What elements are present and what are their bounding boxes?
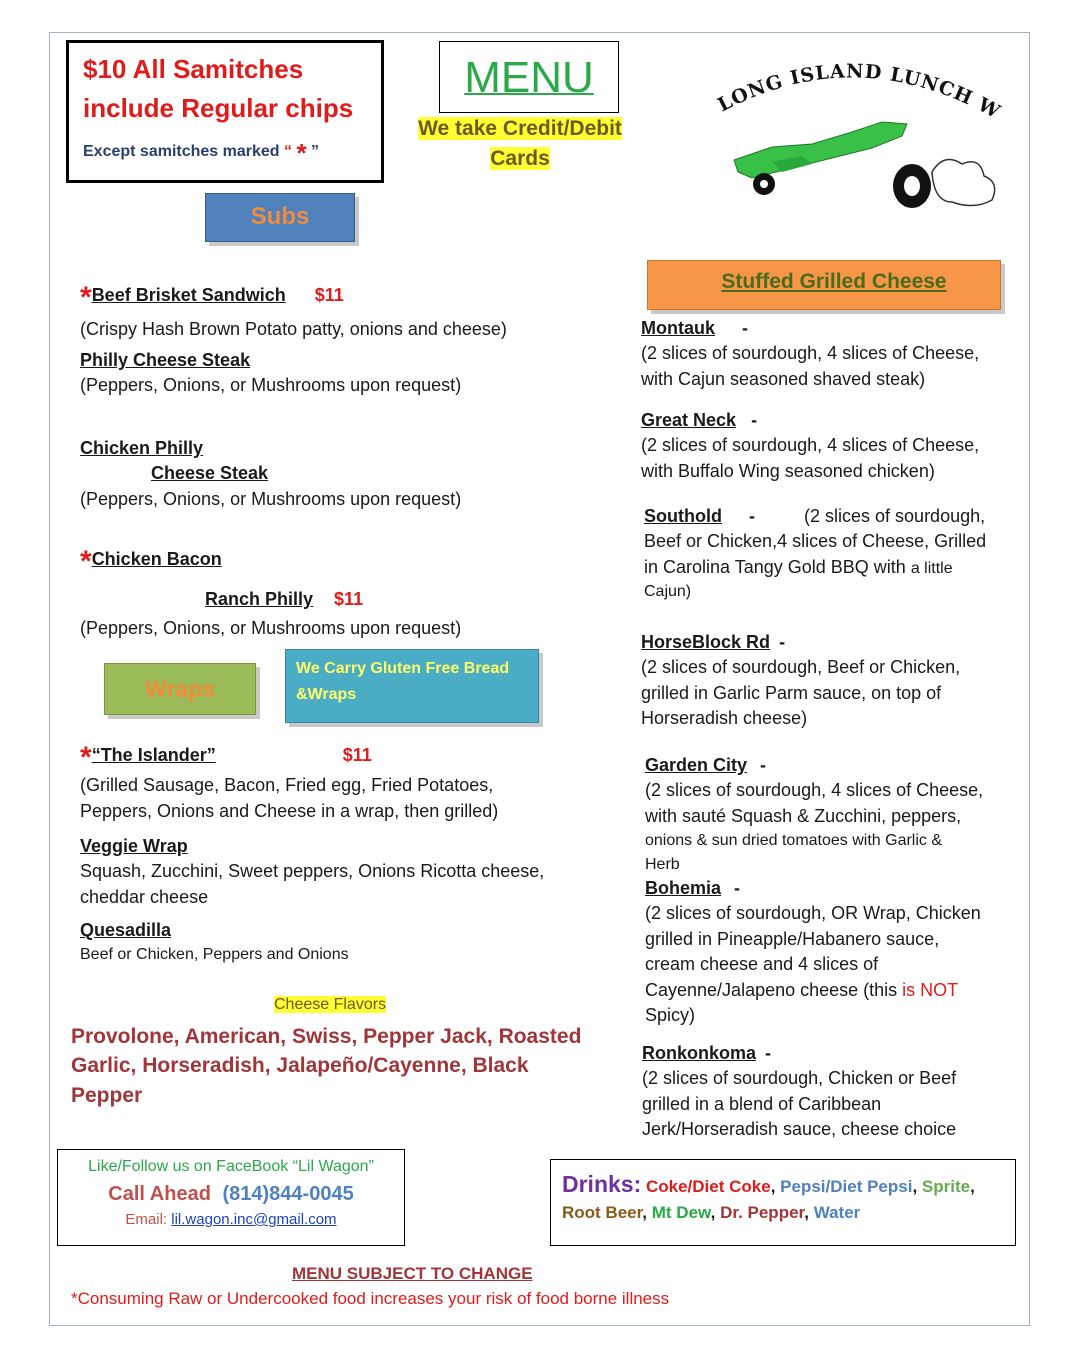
stuffed-item-name: Great Neck bbox=[641, 410, 737, 430]
sub-item-ranch-philly bbox=[205, 587, 363, 612]
drink-separator: , bbox=[710, 1203, 716, 1222]
subs-section-text: Subs bbox=[250, 203, 310, 230]
stuffed-item-name: HorseBlock Rd bbox=[641, 632, 771, 652]
stuffed-item-desc-small: a little bbox=[910, 560, 953, 577]
email-line bbox=[57, 1210, 405, 1230]
not-spicy-note: is NOT bbox=[902, 980, 959, 1000]
sub-item-price: $11 bbox=[334, 589, 364, 609]
star-marker: * bbox=[80, 741, 92, 774]
promo-open-quote: “ bbox=[284, 143, 292, 160]
stuffed-item-dash: - bbox=[751, 410, 758, 430]
stuffed-item-garden-city bbox=[645, 753, 766, 778]
menu-subject-to-change: MENU SUBJECT TO CHANGE bbox=[292, 1264, 533, 1283]
drink-separator: , bbox=[912, 1177, 918, 1196]
call-ahead-label: Call Ahead bbox=[108, 1183, 211, 1205]
stuffed-item-dash: - bbox=[749, 506, 755, 526]
stuffed-item-desc: in Carolina Tangy Gold BBQ with bbox=[644, 557, 911, 577]
stuffed-item-desc: onions & sun dried tomatoes with Garlic & bbox=[645, 832, 943, 849]
cheese-flavors-line-3: Pepper bbox=[71, 1084, 143, 1107]
stuffed-item-name: Ronkonkoma bbox=[642, 1043, 757, 1063]
drink-separator: , bbox=[770, 1177, 776, 1196]
cheese-flavors-heading-text: Cheese Flavors bbox=[274, 996, 387, 1013]
stuffed-item-desc-line bbox=[644, 555, 953, 581]
stuffed-item-bohemia bbox=[645, 876, 740, 901]
promo-except-text: Except samitches marked bbox=[83, 143, 280, 160]
credit-line-2-text: Cards bbox=[490, 147, 550, 170]
stuffed-item-desc: with Buffalo Wing seasoned chicken) bbox=[641, 461, 935, 481]
stuffed-item-desc: Herb bbox=[645, 856, 680, 870]
stuffed-item-desc-inline: (2 slices of sourdough, bbox=[804, 506, 986, 526]
wrap-item-desc: cheddar cheese bbox=[80, 887, 209, 907]
stuffed-item-desc: Spicy) bbox=[645, 1005, 696, 1025]
wrap-item-name: “The Islander” bbox=[91, 745, 216, 765]
stuffed-item-montauk bbox=[641, 316, 748, 341]
stuffed-item-ronkonkoma bbox=[642, 1041, 771, 1066]
stuffed-item-great-neck bbox=[641, 408, 757, 433]
star-marker: * bbox=[80, 545, 92, 578]
stuffed-item-desc: Horseradish cheese) bbox=[641, 708, 808, 728]
wrap-item-quesadilla: Quesadilla bbox=[80, 920, 172, 940]
email-label: Email: bbox=[125, 1211, 172, 1228]
stuffed-item-desc: (2 slices of sourdough, 4 slices of Cheese, bbox=[641, 343, 980, 363]
stuffed-item-desc: (2 slices of sourdough, Beef or Chicken, bbox=[641, 657, 961, 677]
logo bbox=[712, 52, 1002, 212]
stuffed-item-dash: - bbox=[760, 755, 767, 775]
wrap-item-desc: Beef or Chicken, Peppers and Onions bbox=[80, 946, 349, 963]
drink-item: Dr. Pepper bbox=[720, 1203, 805, 1222]
stuffed-item-name: Garden City bbox=[645, 755, 748, 775]
stuffed-item-desc-clipped bbox=[645, 854, 680, 870]
sub-item-philly-cheese-steak: Philly Cheese Steak bbox=[80, 350, 251, 370]
drink-separator: , bbox=[642, 1203, 648, 1222]
promo-except bbox=[83, 138, 320, 168]
sub-item-chicken-philly-line2: Cheese Steak bbox=[151, 463, 269, 483]
stuffed-item-dash: - bbox=[734, 878, 741, 898]
stuffed-item-desc: cream cheese and 4 slices of bbox=[645, 954, 879, 974]
phone-number[interactable]: (814)844-0045 bbox=[222, 1183, 354, 1205]
stuffed-item-desc: with sauté Squash & Zucchini, peppers, bbox=[645, 806, 962, 826]
stuffed-item-name: Southold bbox=[644, 506, 722, 526]
stuffed-item-desc: (2 slices of sourdough, OR Wrap, Chicken bbox=[645, 903, 981, 923]
wrap-item-desc: Peppers, Onions and Cheese in a wrap, then grilled) bbox=[80, 801, 499, 821]
stuffed-item-desc: Beef or Chicken,4 slices of Cheese, Grilled bbox=[644, 531, 987, 551]
sub-item-chicken-philly: Chicken Philly bbox=[80, 438, 204, 458]
promo-star: * bbox=[296, 138, 307, 168]
stuffed-item-desc: grilled in a blend of Caribbean bbox=[642, 1094, 882, 1114]
drinks-label: Drinks: bbox=[562, 1171, 642, 1197]
sub-item-name: Beef Brisket Sandwich bbox=[91, 285, 286, 305]
stuffed-item-desc-line bbox=[645, 978, 958, 1003]
sub-item-name-line2: Ranch Philly bbox=[205, 589, 314, 609]
cheese-flavors-line-2: Garlic, Horseradish, Jalapeño/Cayenne, Black bbox=[71, 1054, 529, 1077]
stuffed-item-desc: grilled in Pineapple/Habanero sauce, bbox=[645, 929, 940, 949]
wraps-section-text: Wraps bbox=[145, 676, 215, 702]
cheese-flavors-heading bbox=[274, 994, 386, 1016]
drinks-line-2 bbox=[562, 1201, 860, 1225]
wrap-item-price: $11 bbox=[342, 745, 372, 765]
sub-item-chicken-bacon bbox=[80, 545, 222, 578]
email-link[interactable]: lil.wagon.inc@gmail.com bbox=[171, 1211, 337, 1228]
promo-close-quote: ” bbox=[311, 143, 320, 160]
stuffed-item-dash: - bbox=[742, 318, 749, 338]
sub-item-desc: (Peppers, Onions, or Mushrooms upon request) bbox=[80, 618, 462, 638]
logo-text: LONG ISLAND LUNCH W bbox=[714, 60, 1002, 123]
sub-item-price: $11 bbox=[314, 285, 344, 305]
credit-line-2 bbox=[411, 144, 629, 174]
stuffed-item-horseblock bbox=[641, 630, 785, 655]
sub-item-desc: (Crispy Hash Brown Potato patty, onions and cheese) bbox=[80, 319, 507, 339]
sub-item-beef-brisket bbox=[80, 281, 344, 314]
svg-text:LONG ISLAND LUNCH WAGON bbox=[712, 52, 1002, 123]
stuffed-item-desc: Jerk/Horseradish sauce, cheese choice bbox=[642, 1119, 957, 1139]
gluten-free-text: We Carry Gluten Free Bread &Wraps bbox=[296, 660, 510, 703]
drink-item: Pepsi/Diet Pepsi bbox=[780, 1177, 913, 1196]
wrap-item-desc: Squash, Zucchini, Sweet peppers, Onions Ricotta cheese, bbox=[80, 861, 545, 881]
stuffed-item-desc: (2 slices of sourdough, 4 slices of Cheese, bbox=[641, 435, 980, 455]
star-marker: * bbox=[80, 281, 92, 314]
drink-item: Root Beer bbox=[562, 1203, 643, 1222]
menu-title: MENU bbox=[464, 53, 594, 102]
call-ahead-line bbox=[57, 1180, 405, 1208]
stuffed-item-dash: - bbox=[779, 632, 786, 652]
stuffed-item-desc: Cayenne/Jalapeno cheese (this bbox=[645, 980, 903, 1000]
promo-line-1: $10 All Samitches bbox=[83, 54, 304, 84]
wrap-item-desc: (Grilled Sausage, Bacon, Fried egg, Fried Potatoes, bbox=[80, 775, 494, 795]
sub-item-desc: (Peppers, Onions, or Mushrooms upon request) bbox=[80, 489, 462, 509]
drinks-line-1 bbox=[562, 1169, 975, 1202]
stuffed-item-desc: grilled in Garlic Parm sauce, on top of bbox=[641, 683, 942, 703]
stuffed-item-name: Montauk bbox=[641, 318, 715, 338]
credit-line-1-text: We take Credit/Debit bbox=[418, 117, 622, 140]
drink-item: Sprite bbox=[921, 1177, 971, 1196]
cheese-flavors-line-1: Provolone, American, Swiss, Pepper Jack, Roasted bbox=[71, 1025, 582, 1048]
stuffed-item-dash: - bbox=[765, 1043, 772, 1063]
drink-item: Coke/Diet Coke bbox=[645, 1177, 771, 1196]
stuffed-item-name: Bohemia bbox=[645, 878, 722, 898]
drink-separator: , bbox=[804, 1203, 809, 1222]
promo-line-2: include Regular chips bbox=[83, 93, 354, 123]
stuffed-item-desc: with Cajun seasoned shaved steak) bbox=[641, 369, 926, 389]
sub-item-name: Chicken Bacon bbox=[91, 549, 222, 569]
facebook-line[interactable]: Like/Follow us on FaceBook “Lil Wagon” bbox=[88, 1158, 374, 1175]
stuffed-item-desc: (2 slices of sourdough, Chicken or Beef bbox=[642, 1068, 957, 1088]
lunch-wagon-logo-icon bbox=[712, 52, 1002, 212]
wrap-item-veggie: Veggie Wrap bbox=[80, 836, 188, 856]
stuffed-item-southold bbox=[644, 504, 985, 529]
wrap-item-islander bbox=[80, 741, 372, 774]
drink-separator: , bbox=[970, 1177, 975, 1196]
stuffed-section-text: Stuffed Grilled Cheese bbox=[721, 270, 947, 293]
food-safety-warning: *Consuming Raw or Undercooked food increases your risk of food borne illness bbox=[71, 1289, 670, 1308]
credit-line-1 bbox=[411, 114, 629, 144]
sub-item-desc: (Peppers, Onions, or Mushrooms upon request) bbox=[80, 375, 462, 395]
drink-item: Water bbox=[813, 1203, 861, 1222]
drink-item: Mt Dew bbox=[651, 1203, 711, 1222]
stuffed-item-desc: Cajun) bbox=[644, 583, 692, 600]
stuffed-item-desc: (2 slices of sourdough, 4 slices of Cheese, bbox=[645, 780, 984, 800]
